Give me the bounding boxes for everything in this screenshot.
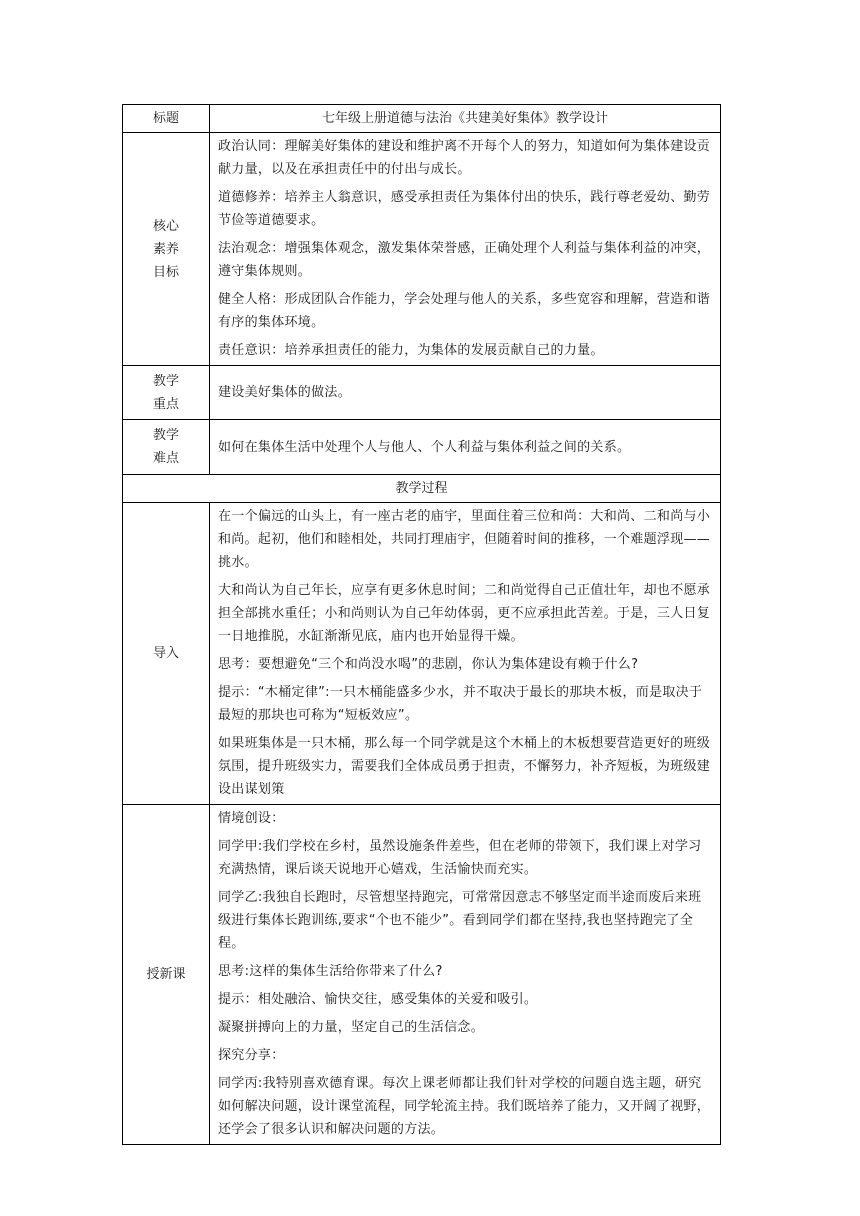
intro-story-continued: 大和尚认为自己年长，应享有更多休息时间；二和尚觉得自己正值壮年，却也不愿承担全部挑水重任；小和尚则认为自己年幼体弱，更不应承担此苦差。于是，三人日复一日地推脱，水缸渐渐见底，庙内也开始显得干燥。 bbox=[218, 583, 711, 644]
title-label: 标题 bbox=[123, 105, 210, 133]
goals-row bbox=[123, 133, 721, 366]
intro-label: 导入 bbox=[123, 503, 210, 805]
intro-content bbox=[210, 503, 721, 805]
key-point-label: 教学 重点 bbox=[123, 366, 210, 420]
lesson-plan-table bbox=[122, 104, 721, 1145]
student-b: 同学乙:我独自长跑时，尽管想坚持跑完，可常常因意志不够坚定而半途而废后来班级进行集体长跑训练,要求“个也不能少”。看到同学们都在坚持,我也坚持跑完了全程。 bbox=[218, 890, 702, 951]
new-lesson-row bbox=[123, 805, 721, 1145]
intro-story: 在一个偏远的山头上，有一座古老的庙宇，里面住着三位和尚：大和尚、二和尚与小和尚。起初，他们和睦相处，共同打理庙宇，但随着时间的推移，一个难题浮现——挑水。 bbox=[218, 509, 711, 570]
lesson-hint: 提示：相处融洽、愉快交往，感受集体的关爱和吸引。 bbox=[218, 992, 538, 1007]
goal-sound-personality: 健全人格：形成团队合作能力，学会处理与他人的关系，多些宽容和理解，营造和谐有序的集体环境。 bbox=[218, 292, 711, 330]
process-heading-row bbox=[123, 475, 721, 503]
intro-hint: 提示：“木桶定律”:一只木桶能盛多少水，并不取决于最长的那块木板，而是取决于最短的那块也可称为“短板效应”。 bbox=[218, 685, 703, 723]
difficulty-label: 教学 难点 bbox=[123, 420, 210, 475]
goal-responsibility: 责任意识：培养承担责任的能力，为集体的发展贡献自己的力量。 bbox=[218, 343, 604, 358]
student-c: 同学丙:我特别喜欢德育课。每次上课老师都让我们针对学校的问题自选主题，研究如何解决问题，设计课堂流程，同学轮流主持。我们既培养了能力，又开阔了视野，还学会了很多认识和解决问题的方法。 bbox=[218, 1076, 711, 1137]
document-title: 七年级上册道德与法治《共建美好集体》教学设计 bbox=[210, 105, 721, 133]
difficulty-row bbox=[123, 420, 721, 475]
scenario-heading: 情境创设： bbox=[218, 811, 285, 826]
title-row bbox=[123, 105, 721, 133]
process-heading: 教学过程 bbox=[123, 475, 721, 503]
intro-question: 思考：要想避免“三个和尚没水喝”的悲剧，你认为集体建设有赖于什么? bbox=[218, 657, 639, 672]
goals-content bbox=[210, 133, 721, 366]
goals-label: 核心 素养 目标 bbox=[123, 133, 210, 366]
intro-conclusion: 如果班集体是一只木桶，那么每一个同学就是这个木桶上的木板想要营造更好的班级氛围，提升班级实力，需要我们全体成员勇于担责，不懈努力，补齐短板，为班级建设出谋划策 bbox=[218, 736, 711, 797]
difficulty-text: 如何在集体生活中处理个人与他人、个人利益与集体利益之间的关系。 bbox=[210, 420, 721, 475]
key-point-row bbox=[123, 366, 721, 420]
key-point-text: 建设美好集体的做法。 bbox=[210, 366, 721, 420]
lesson-question: 思考:这样的集体生活给你带来了什么? bbox=[218, 964, 443, 979]
new-lesson-content bbox=[210, 805, 721, 1145]
lesson-hint-continued: 凝聚拼搏向上的力量，坚定自己的生活信念。 bbox=[218, 1020, 485, 1035]
student-a: 同学甲:我们学校在乡村，虽然设施条件差些，但在老师的带领下，我们课上对学习充满热情，课后谈天说地开心嬉戏，生活愉快而充实。 bbox=[218, 839, 702, 877]
new-lesson-label: 授新课 bbox=[123, 805, 210, 1145]
goal-political-identity: 政治认同：理解美好集体的建设和维护离不开每个人的努力，知道如何为集体建设贡献力量，以及在承担责任中的付出与成长。 bbox=[218, 139, 711, 177]
explore-heading: 探究分享： bbox=[218, 1048, 285, 1063]
goal-moral-cultivation: 道德修养：培养主人翁意识，感受承担责任为集体付出的快乐，践行尊老爱幼、勤劳节俭等道德要求。 bbox=[218, 190, 711, 228]
intro-row bbox=[123, 503, 721, 805]
goal-rule-of-law: 法治观念：增强集体观念，激发集体荣誉感，正确处理个人利益与集体利益的冲突，遵守集体规则。 bbox=[218, 241, 711, 279]
